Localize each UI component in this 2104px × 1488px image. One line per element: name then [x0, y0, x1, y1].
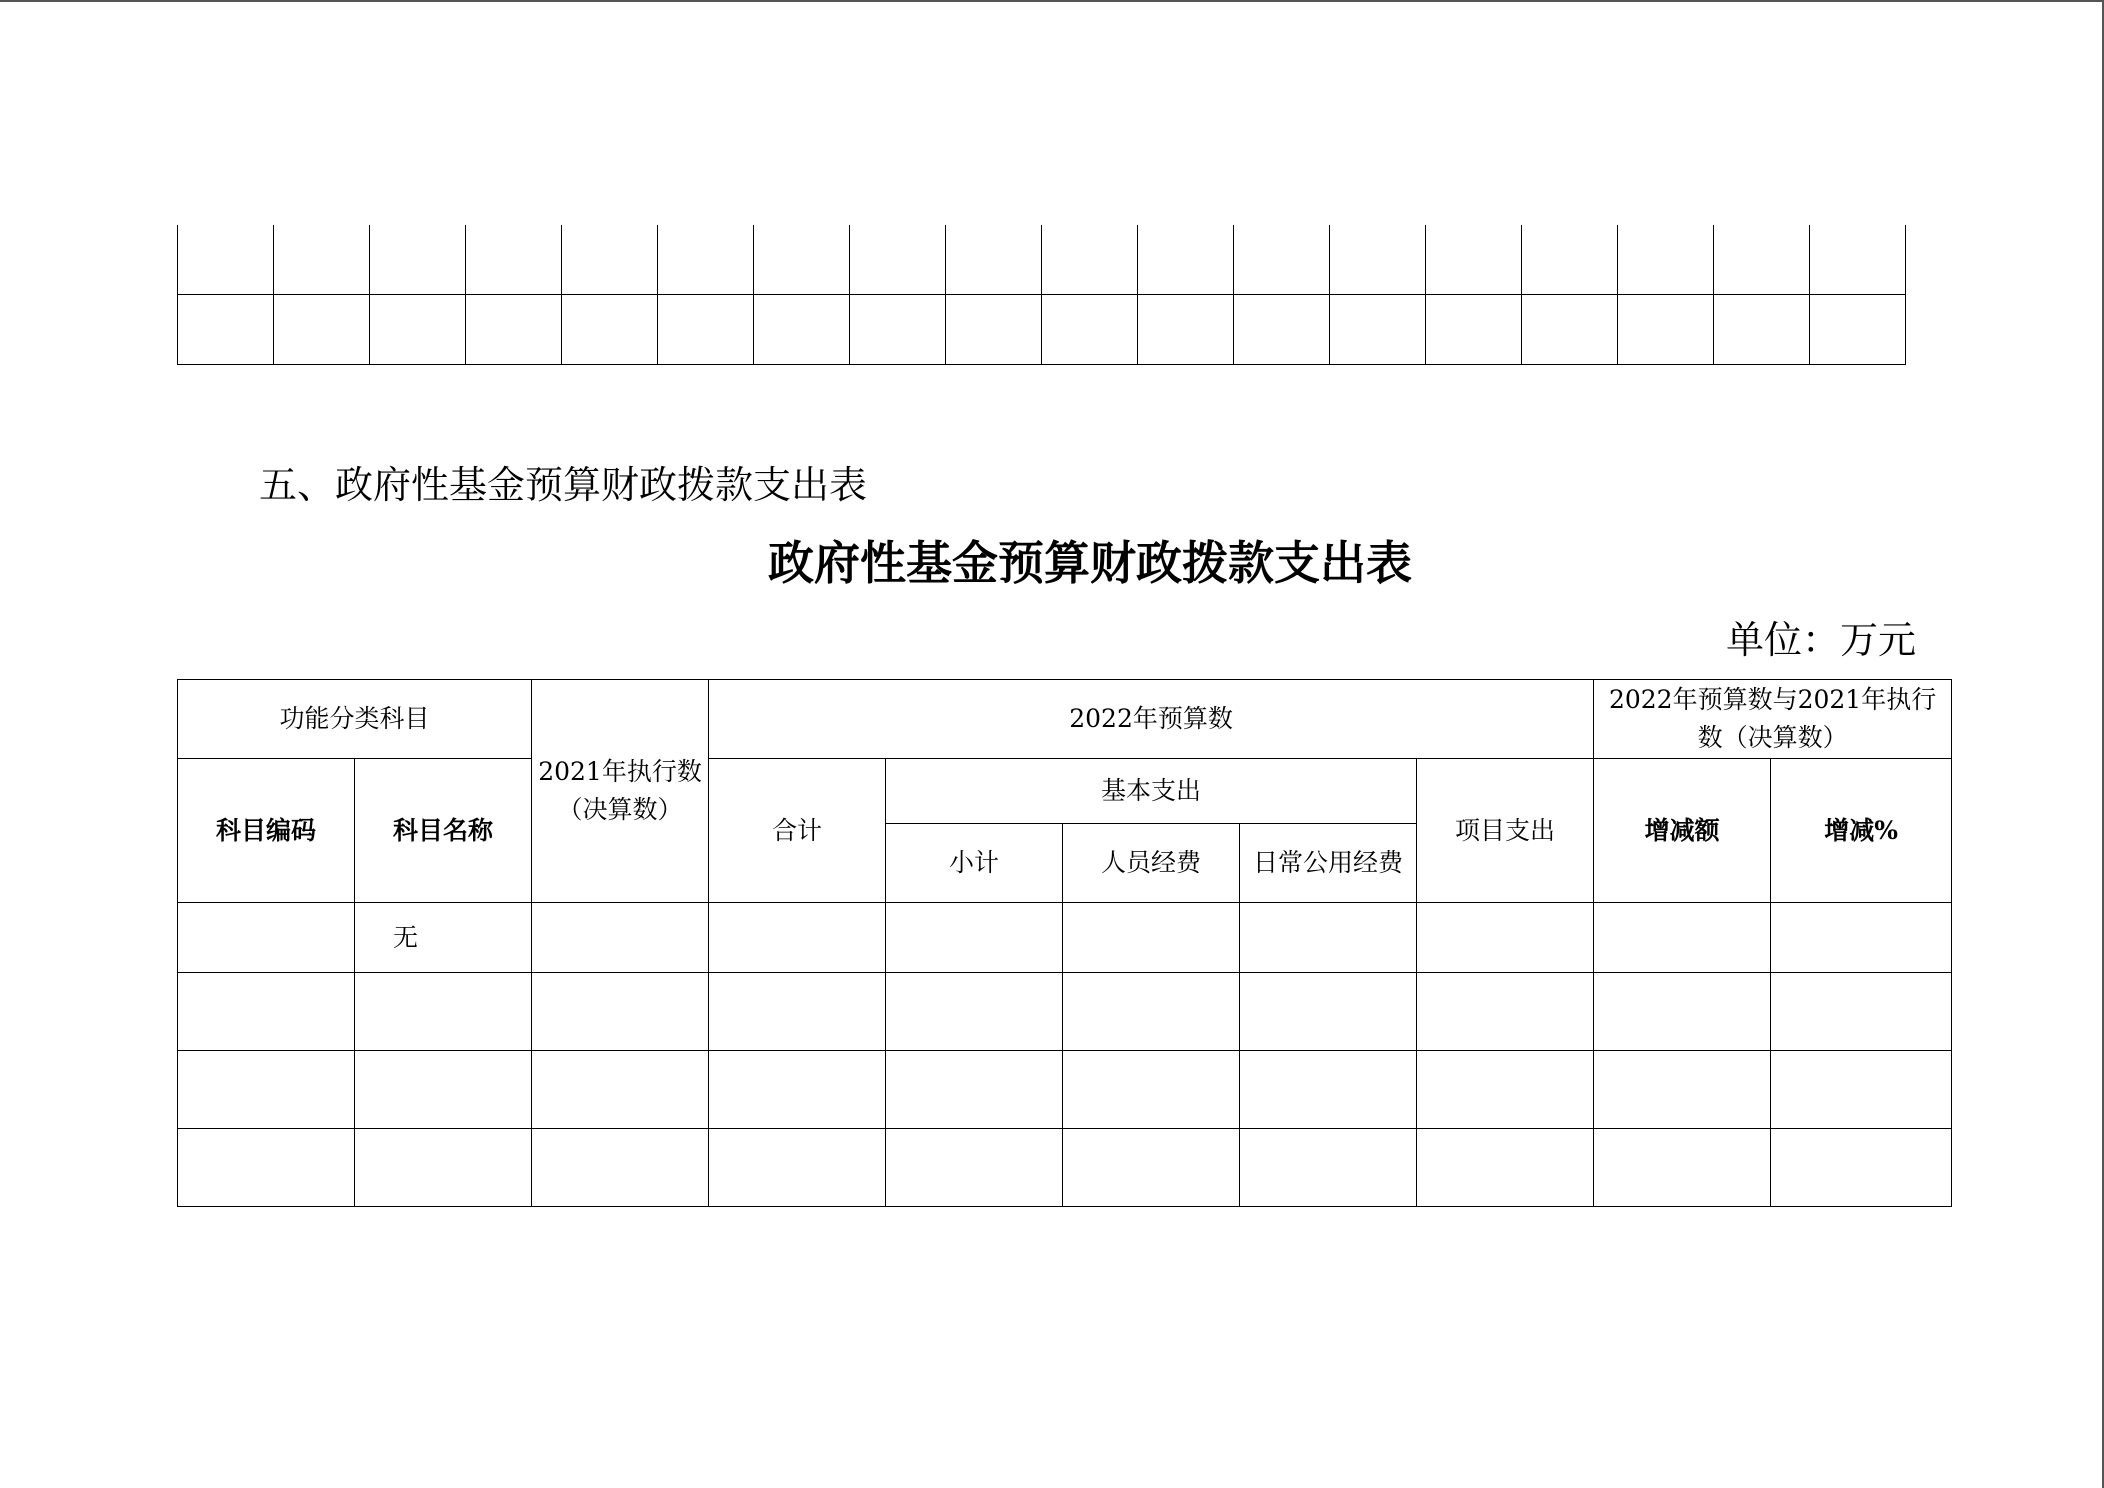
- previous-table-continuation: [177, 225, 1906, 365]
- table-cell: [1771, 1129, 1952, 1207]
- table-cell: [532, 1129, 709, 1207]
- header-subtotal: 小计: [886, 824, 1063, 903]
- table-cell: [1063, 1051, 1240, 1129]
- table-cell: [355, 1129, 532, 1207]
- header-daily-public-expense: 日常公用经费: [1240, 824, 1417, 903]
- table-row: [178, 1051, 1952, 1129]
- table-cell: [886, 1051, 1063, 1129]
- table-cell: [709, 973, 886, 1051]
- table-cell: [532, 1051, 709, 1129]
- table-cell: [532, 903, 709, 973]
- table-cell: [1063, 903, 1240, 973]
- table-cell: [178, 1051, 355, 1129]
- header-personnel-expense: 人员经费: [1063, 824, 1240, 903]
- table-cell: [709, 1051, 886, 1129]
- table-row: [178, 1129, 1952, 1207]
- table-cell: [1417, 1129, 1594, 1207]
- budget-table: [177, 679, 1952, 1207]
- table-cell: [1417, 903, 1594, 973]
- table-cell: [1240, 1129, 1417, 1207]
- table-cell: [178, 903, 355, 973]
- table-cell: [1594, 903, 1771, 973]
- header-subject-code: 科目编码: [178, 759, 355, 903]
- table-cell: [886, 903, 1063, 973]
- table-cell: [1771, 1051, 1952, 1129]
- table-cell: 无: [355, 903, 532, 973]
- table-cell: [1417, 1051, 1594, 1129]
- table-cell: [1240, 973, 1417, 1051]
- unit-label: 单位：万元: [1725, 618, 1916, 662]
- header-total: 合计: [709, 759, 886, 903]
- table-cell: [1240, 903, 1417, 973]
- table-row: [178, 295, 1906, 365]
- table-cell: [355, 973, 532, 1051]
- header-comparison: 2022年预算数与2021年执行数（决算数）: [1594, 680, 1952, 759]
- table-cell: [709, 1129, 886, 1207]
- header-project-expenditure: 项目支出: [1417, 759, 1594, 903]
- header-budget-2022: 2022年预算数: [709, 680, 1594, 759]
- table-cell: [709, 903, 886, 973]
- header-functional-category: 功能分类科目: [178, 680, 532, 759]
- table-cell: [1594, 1051, 1771, 1129]
- header-row-1: [178, 680, 1952, 759]
- table-cell: [355, 1051, 532, 1129]
- table-cell: [1594, 973, 1771, 1051]
- section-heading: 五、政府性基金预算财政拨款支出表: [259, 463, 868, 507]
- table-cell: [1063, 973, 1240, 1051]
- table-cell: [1417, 973, 1594, 1051]
- header-row-2: [178, 759, 1952, 824]
- table-row: [178, 973, 1952, 1051]
- header-exec-2021: 2021年执行数（决算数）: [532, 680, 709, 903]
- table-row: [178, 903, 1952, 973]
- table-cell: [1771, 903, 1952, 973]
- header-change-amount: 增减额: [1594, 759, 1771, 903]
- table-cell: [886, 1129, 1063, 1207]
- table-cell: [1594, 1129, 1771, 1207]
- table-cell: [178, 973, 355, 1051]
- table-title: 政府性基金预算财政拨款支出表: [768, 536, 1412, 590]
- table-cell: [1771, 973, 1952, 1051]
- table-row: [178, 225, 1906, 295]
- table-cell: [1063, 1129, 1240, 1207]
- table-cell: [886, 973, 1063, 1051]
- header-basic-expenditure: 基本支出: [886, 759, 1417, 824]
- table-cell: [1240, 1051, 1417, 1129]
- table-cell: [532, 973, 709, 1051]
- table-cell: [178, 1129, 355, 1207]
- header-subject-name: 科目名称: [355, 759, 532, 903]
- header-change-percent: 增减%: [1771, 759, 1952, 903]
